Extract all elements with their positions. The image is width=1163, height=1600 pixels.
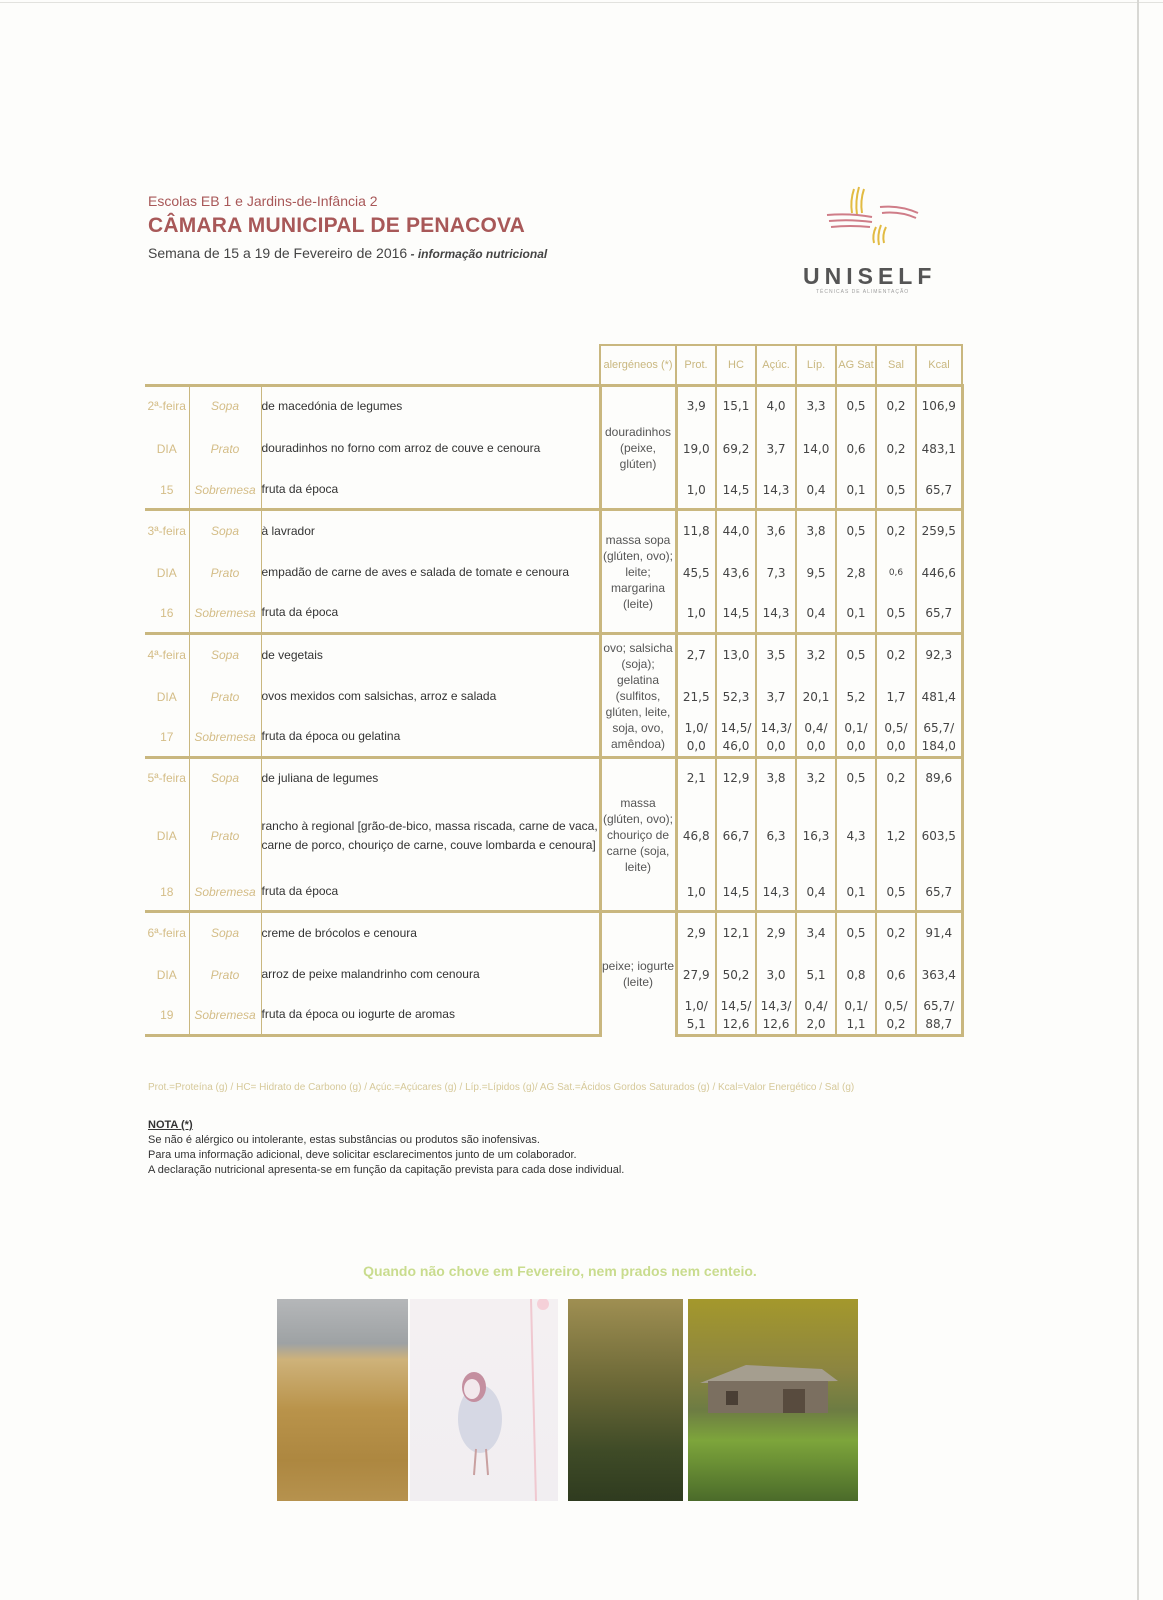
nutrient-value: 0,1 [836, 874, 876, 912]
nutrient-value: 21,5 [676, 676, 716, 718]
column-header: Prot. [676, 345, 716, 386]
nutrient-value: 50,2 [716, 954, 756, 996]
allergens-cell: massa (glúten, ovo); chouriço de carne (soja, leite) [600, 758, 676, 912]
nutrient-value: 446,6 [916, 552, 962, 594]
nutrient-value: 27,9 [676, 954, 716, 996]
header-spacer [145, 345, 189, 386]
column-header: HC [716, 345, 756, 386]
nutrient-value: 89,6 [916, 758, 962, 798]
nutrient-value: 92,3 [916, 634, 962, 676]
nutrient-value: 0,4/ 0,0 [796, 718, 836, 758]
school-name: Escolas EB 1 e Jardins-de-Infância 2 [148, 193, 378, 209]
autumn-trees-photo [568, 1299, 683, 1501]
nutrient-value: 46,8 [676, 798, 716, 874]
day-label: 19 [145, 996, 189, 1036]
day-label: 3ª-feira [145, 510, 189, 552]
course-label: Sopa [189, 386, 261, 426]
course-label: Prato [189, 954, 261, 996]
nutrient-value: 0,2 [876, 426, 916, 472]
column-header: AG Sat [836, 345, 876, 386]
course-label: Prato [189, 426, 261, 472]
table-row [145, 634, 962, 676]
column-header: Sal [876, 345, 916, 386]
table-row [145, 758, 962, 798]
table-row [145, 472, 962, 510]
nutrient-value: 481,4 [916, 676, 962, 718]
nutrient-value: 5,1 [796, 954, 836, 996]
nutrient-value: 19,0 [676, 426, 716, 472]
nutrient-value: 14,3 [756, 472, 796, 510]
nutrient-value: 0,2 [876, 912, 916, 954]
nota-line: Se não é alérgico ou intolerante, estas substâncias ou produtos são inofensivas. [148, 1134, 540, 1146]
uniself-logo-icon [800, 183, 980, 298]
wheat-field-photo [277, 1299, 408, 1501]
table-row [145, 510, 962, 552]
nutrient-value: 14,0 [796, 426, 836, 472]
nota-title: NOTA (*) [148, 1119, 193, 1131]
nutrient-value: 16,3 [796, 798, 836, 874]
nutrient-value: 0,6 [836, 426, 876, 472]
nutrient-value: 13,0 [716, 634, 756, 676]
nutrition-table [145, 344, 964, 1037]
nutrient-value: 3,9 [676, 386, 716, 426]
course-label: Sobremesa [189, 996, 261, 1036]
column-header: Açúc. [756, 345, 796, 386]
girl-in-rain-illustration [410, 1299, 558, 1501]
nutrient-value: 65,7/ 184,0 [916, 718, 962, 758]
nutrient-value: 66,7 [716, 798, 756, 874]
nutrient-value: 3,5 [756, 634, 796, 676]
column-header: Líp. [796, 345, 836, 386]
nutrient-value: 3,6 [756, 510, 796, 552]
nutrient-value: 0,6 [876, 552, 916, 594]
nutrient-value: 1,0 [676, 874, 716, 912]
course-label: Prato [189, 798, 261, 874]
day-label: 6ª-feira [145, 912, 189, 954]
nutrient-value: 2,8 [836, 552, 876, 594]
logo-wordmark: UNISELF [803, 263, 937, 289]
allergens-cell: massa sopa (glúten, ovo); leite; margarina (leite) [600, 510, 676, 634]
table-row [145, 386, 962, 426]
nutrient-value: 1,0 [676, 472, 716, 510]
dish-name: de juliana de legumes [261, 758, 600, 798]
nutrient-value: 3,7 [756, 676, 796, 718]
nutrient-value: 0,1/ 1,1 [836, 996, 876, 1036]
dish-name: fruta da época [261, 874, 600, 912]
course-label: Sobremesa [189, 718, 261, 758]
nutrient-value: 0,5/ 0,0 [876, 718, 916, 758]
nutrient-value: 0,6 [876, 954, 916, 996]
column-header: alergéneos (*) [600, 345, 676, 386]
week-note: - informação nutricional [407, 247, 548, 261]
nutrient-value: 0,5/ 0,2 [876, 996, 916, 1036]
nutrient-value: 0,1 [836, 472, 876, 510]
day-label: 15 [145, 472, 189, 510]
nutrient-value: 0,1/ 0,0 [836, 718, 876, 758]
nutrient-value: 5,2 [836, 676, 876, 718]
day-label: DIA [145, 676, 189, 718]
table-row [145, 718, 962, 758]
day-label: 16 [145, 594, 189, 634]
countryside-cabin-photo [688, 1299, 858, 1501]
nutrient-value: 9,5 [796, 552, 836, 594]
course-label: Sopa [189, 510, 261, 552]
nutrient-value: 14,3 [756, 874, 796, 912]
nutrient-value: 0,4 [796, 874, 836, 912]
nutrient-value: 3,8 [796, 510, 836, 552]
table-row [145, 954, 962, 996]
table-row [145, 912, 962, 954]
day-label: 2ª-feira [145, 386, 189, 426]
course-label: Sobremesa [189, 594, 261, 634]
nutrient-value: 3,0 [756, 954, 796, 996]
nutrient-value: 11,8 [676, 510, 716, 552]
dish-name: fruta da época [261, 594, 600, 634]
nutrient-value: 3,3 [796, 386, 836, 426]
nutrient-value: 1,0/ 0,0 [676, 718, 716, 758]
nutrient-value: 14,5/ 46,0 [716, 718, 756, 758]
nutrient-value: 20,1 [796, 676, 836, 718]
nutrient-value: 3,7 [756, 426, 796, 472]
dish-name: de macedónia de legumes [261, 386, 600, 426]
nutrient-value: 15,1 [716, 386, 756, 426]
course-label: Sobremesa [189, 874, 261, 912]
nutrient-value: 0,4 [796, 594, 836, 634]
nota-line: A declaração nutricional apresenta-se em função da capitação prevista para cada dose individual. [148, 1164, 625, 1176]
course-label: Sobremesa [189, 472, 261, 510]
nota-block [148, 1118, 624, 1178]
table-header-row [145, 345, 962, 386]
allergens-cell: douradinhos (peixe, glúten) [600, 386, 676, 510]
nutrient-value: 1,0/ 5,1 [676, 996, 716, 1036]
header-spacer [189, 345, 261, 386]
day-label: 4ª-feira [145, 634, 189, 676]
nutrient-value: 106,9 [916, 386, 962, 426]
nutrient-value: 2,1 [676, 758, 716, 798]
nutrient-value: 0,5 [836, 510, 876, 552]
nutrient-value: 12,1 [716, 912, 756, 954]
nutrient-value: 1,7 [876, 676, 916, 718]
dish-name: à lavrador [261, 510, 600, 552]
nutrient-value: 3,2 [796, 758, 836, 798]
nutrient-value: 3,8 [756, 758, 796, 798]
day-label: DIA [145, 954, 189, 996]
nutrient-value: 4,0 [756, 386, 796, 426]
nutrient-value: 6,3 [756, 798, 796, 874]
nutrient-value: 363,4 [916, 954, 962, 996]
nutrient-value: 0,5 [836, 634, 876, 676]
week-line [148, 245, 547, 261]
page-right-edge [1137, 0, 1139, 1600]
nutrient-value: 0,5 [876, 874, 916, 912]
course-label: Prato [189, 676, 261, 718]
table-row [145, 996, 962, 1036]
nutrient-value: 259,5 [916, 510, 962, 552]
nutrient-value: 0,2 [876, 634, 916, 676]
proverb: Quando não chove em Fevereiro, nem prados nem centeio. [363, 1263, 757, 1279]
nutrient-value: 0,5 [876, 472, 916, 510]
allergens-cell: ovo; salsicha (soja); gelatina (sulfitos, glúten, leite, soja, ovo, amêndoa) [600, 634, 676, 758]
nutrient-value: 65,7/ 88,7 [916, 996, 962, 1036]
council-name: CÂMARA MUNICIPAL DE PENACOVA [148, 214, 525, 237]
nutrient-value: 2,7 [676, 634, 716, 676]
course-label: Prato [189, 552, 261, 594]
table-row [145, 426, 962, 472]
nutrient-value: 91,4 [916, 912, 962, 954]
week-text: Semana de 15 a 19 de Fevereiro de 2016 [148, 245, 408, 261]
table-row [145, 594, 962, 634]
dish-name: arroz de peixe malandrinho com cenoura [261, 954, 600, 996]
nutrient-value: 4,3 [836, 798, 876, 874]
nutrient-value: 0,1 [836, 594, 876, 634]
nutrient-value: 65,7 [916, 472, 962, 510]
header-spacer [261, 345, 600, 386]
nutrient-value: 0,4/ 2,0 [796, 996, 836, 1036]
nutrient-value: 0,5 [876, 594, 916, 634]
nutrient-value: 0,5 [836, 386, 876, 426]
table-row [145, 676, 962, 718]
nutrient-value: 14,3 [756, 594, 796, 634]
nutrient-value: 14,5 [716, 472, 756, 510]
nutrient-value: 14,5 [716, 594, 756, 634]
dish-name: rancho à regional [grão-de-bico, massa riscada, carne de vaca, carne de porco, chouriço de carne, couve lombarda e cenoura] [261, 798, 600, 874]
nutrient-value: 7,3 [756, 552, 796, 594]
day-label: 5ª-feira [145, 758, 189, 798]
nutrient-value: 44,0 [716, 510, 756, 552]
dish-name: fruta da época ou iogurte de aromas [261, 996, 600, 1036]
day-label: DIA [145, 798, 189, 874]
nutrient-value: 65,7 [916, 594, 962, 634]
nutrient-value: 0,2 [876, 758, 916, 798]
nutrient-value: 3,2 [796, 634, 836, 676]
nutrient-value: 14,5 [716, 874, 756, 912]
nutrient-value: 2,9 [756, 912, 796, 954]
page-top-edge [0, 2, 1163, 3]
course-label: Sopa [189, 758, 261, 798]
abbreviation-legend: Prot.=Proteína (g) / HC= Hidrato de Carbono (g) / Açúc.=Açúcares (g) / Líp.=Lípidos (g)/ AG Sat.=Ácidos Gordos Saturados (g) / Kcal=Valor Energético / Sal (g) [148, 1082, 855, 1093]
dish-name: empadão de carne de aves e salada de tomate e cenoura [261, 552, 600, 594]
nutrient-value: 12,9 [716, 758, 756, 798]
nutrient-value: 0,8 [836, 954, 876, 996]
allergens-cell: peixe; iogurte (leite) [600, 912, 676, 1036]
nutrient-value: 69,2 [716, 426, 756, 472]
nutrient-value: 52,3 [716, 676, 756, 718]
nutrient-value: 2,9 [676, 912, 716, 954]
dish-name: fruta da época ou gelatina [261, 718, 600, 758]
nota-line: Para uma informação adicional, deve solicitar esclarecimentos junto de um colaborador. [148, 1149, 577, 1161]
nutrient-value: 43,6 [716, 552, 756, 594]
logo-tagline: TÉCNICAS DE ALIMENTAÇÃO [816, 289, 910, 295]
nutrient-value: 0,2 [876, 386, 916, 426]
day-label: 18 [145, 874, 189, 912]
course-label: Sopa [189, 912, 261, 954]
day-label: DIA [145, 426, 189, 472]
dish-name: ovos mexidos com salsichas, arroz e salada [261, 676, 600, 718]
nutrient-value: 603,5 [916, 798, 962, 874]
table-row [145, 874, 962, 912]
dish-name: fruta da época [261, 472, 600, 510]
column-header: Kcal [916, 345, 962, 386]
dish-name: de vegetais [261, 634, 600, 676]
nutrient-value: 0,4 [796, 472, 836, 510]
nutrient-value: 0,5 [836, 758, 876, 798]
day-label: 17 [145, 718, 189, 758]
nutrient-value: 14,3/ 12,6 [756, 996, 796, 1036]
nutrient-value: 1,0 [676, 594, 716, 634]
course-label: Sopa [189, 634, 261, 676]
day-label: DIA [145, 552, 189, 594]
nutrient-value: 0,5 [836, 912, 876, 954]
nutrient-value: 3,4 [796, 912, 836, 954]
nutrient-value: 65,7 [916, 874, 962, 912]
dish-name: creme de brócolos e cenoura [261, 912, 600, 954]
nutrient-value: 483,1 [916, 426, 962, 472]
dish-name: douradinhos no forno com arroz de couve e cenoura [261, 426, 600, 472]
table-row [145, 552, 962, 594]
nutrient-value: 0,2 [876, 510, 916, 552]
nutrient-value: 14,5/ 12,6 [716, 996, 756, 1036]
document-header [148, 193, 547, 261]
nutrient-value: 14,3/ 0,0 [756, 718, 796, 758]
table-row [145, 798, 962, 874]
nutrient-value: 45,5 [676, 552, 716, 594]
nutrient-value: 1,2 [876, 798, 916, 874]
